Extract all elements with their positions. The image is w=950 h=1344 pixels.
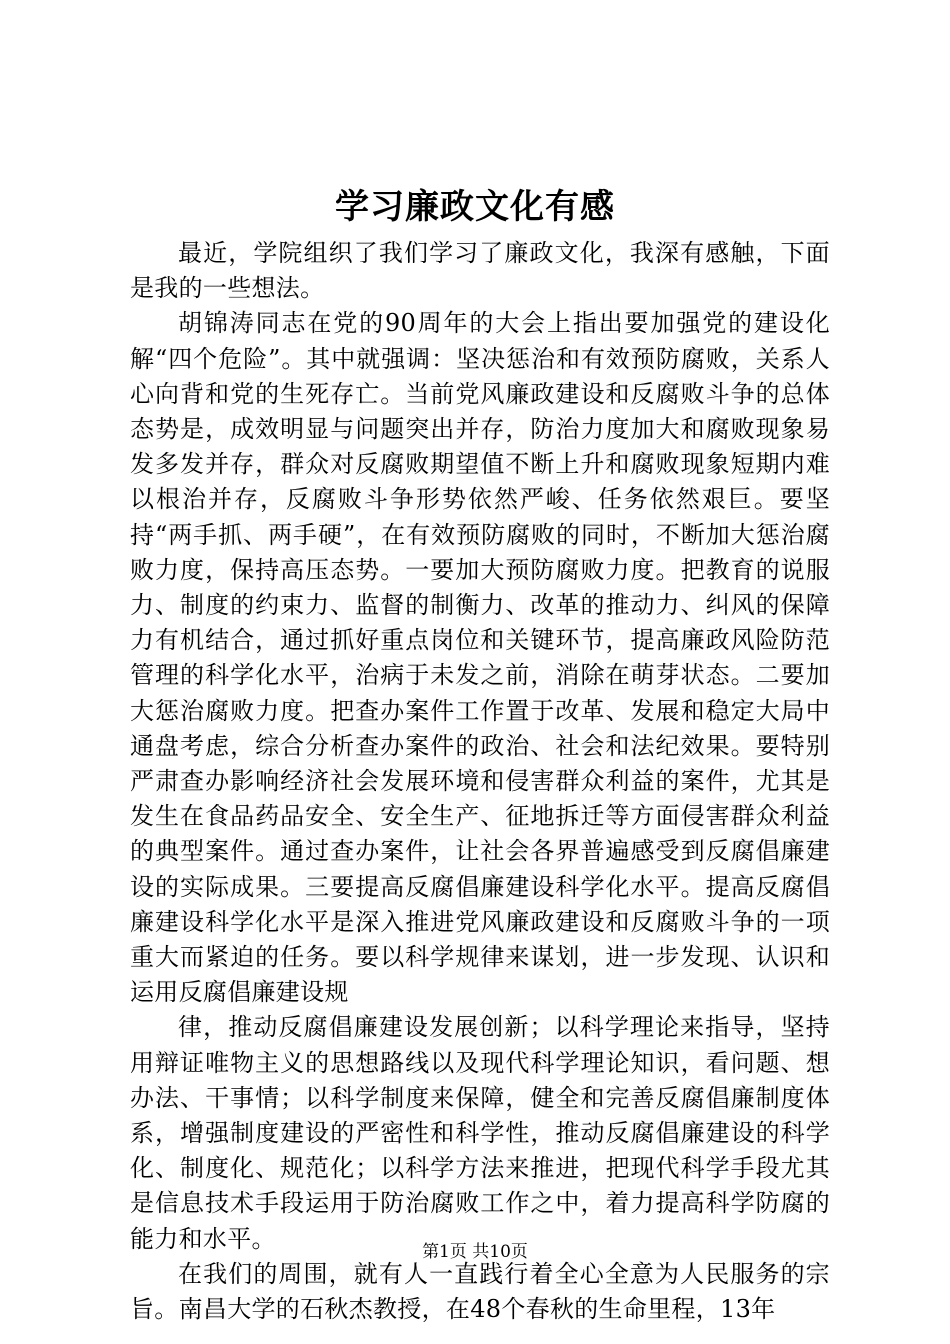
document-title: 学习廉政文化有感 [335,187,615,227]
document-body [130,236,830,1327]
paragraph-3: 律，推动反腐倡廉建设发展创新；以科学理论来指导，坚持用辩证唯物主义的思想路线以及现代科学理论知识，看问题、想办法、干事情；以科学制度来保障，健全和完善反腐倡廉制度体系，增强制度建设的严密性和科学性，推动反腐倡廉建设的科学化、制度化、规范化；以科学方法来推进，把现代科学手段尤其是信息技术手段运用于防治腐败工作之中，着力提高科学防腐的能力和水平。 [130,1013,830,1253]
paragraph-1: 最近，学院组织了我们学习了廉政文化，我深有感触，下面是我的一些想法。 [130,239,830,303]
paragraph-4: 在我们的周围，就有人一直践行着全心全意为人民服务的宗旨。南昌大学的石秋杰教授，在48个春秋的生命里程，13年 [130,1259,830,1324]
paragraph-2: 胡锦涛同志在党的90周年的大会上指出要加强党的建设化解“四个危险”。其中就强调：坚决惩治和有效预防腐败，关系人心向背和党的生死存亡。当前党风廉政建设和反腐败斗争的总体态势是，成效明显与问题突出并存，防治力度加大和腐败现象易发多发并存，群众对反腐败期望值不断上升和腐败现象短期内难以根治并存，反腐败斗争形势依然严峻、任务依然艰巨。要坚持“两手抓、两手硬”，在有效预防腐败的同时，不断加大惩治腐败力度，保持高压态势。一要加大预防腐败力度。把教育的说服力、制度的约束力、监督的制衡力、改革的推动力、纠风的保障力有机结合，通过抓好重点岗位和关键环节，提高廉政风险防范管理的科学化水平，治病于未发之前，消除在萌芽状态。二要加大惩治腐败力度。把查办案件工作置于改革、发展和稳定大局中通盘考虑，综合分析查办案件的政治、社会和法纪效果。要特别严肃查办影响经济社会发展环境和侵害群众利益的案件，尤其是发生在食品药品安全、安全生产、征地拆迁等方面侵害群众利益的典型案件。通过查办案件，让社会各界普遍感受到反腐倡廉建设的实际成果。三要提高反腐倡廉建设科学化水平。提高反腐倡廉建设科学化水平是深入推进党风廉政建设和反腐败斗争的一项重大而紧迫的任务。要以科学规律来谋划，进一步发现、认识和运用反腐倡廉建设规 [130,309,830,1007]
page-footer: 第1页 共10页 [422,1242,528,1262]
